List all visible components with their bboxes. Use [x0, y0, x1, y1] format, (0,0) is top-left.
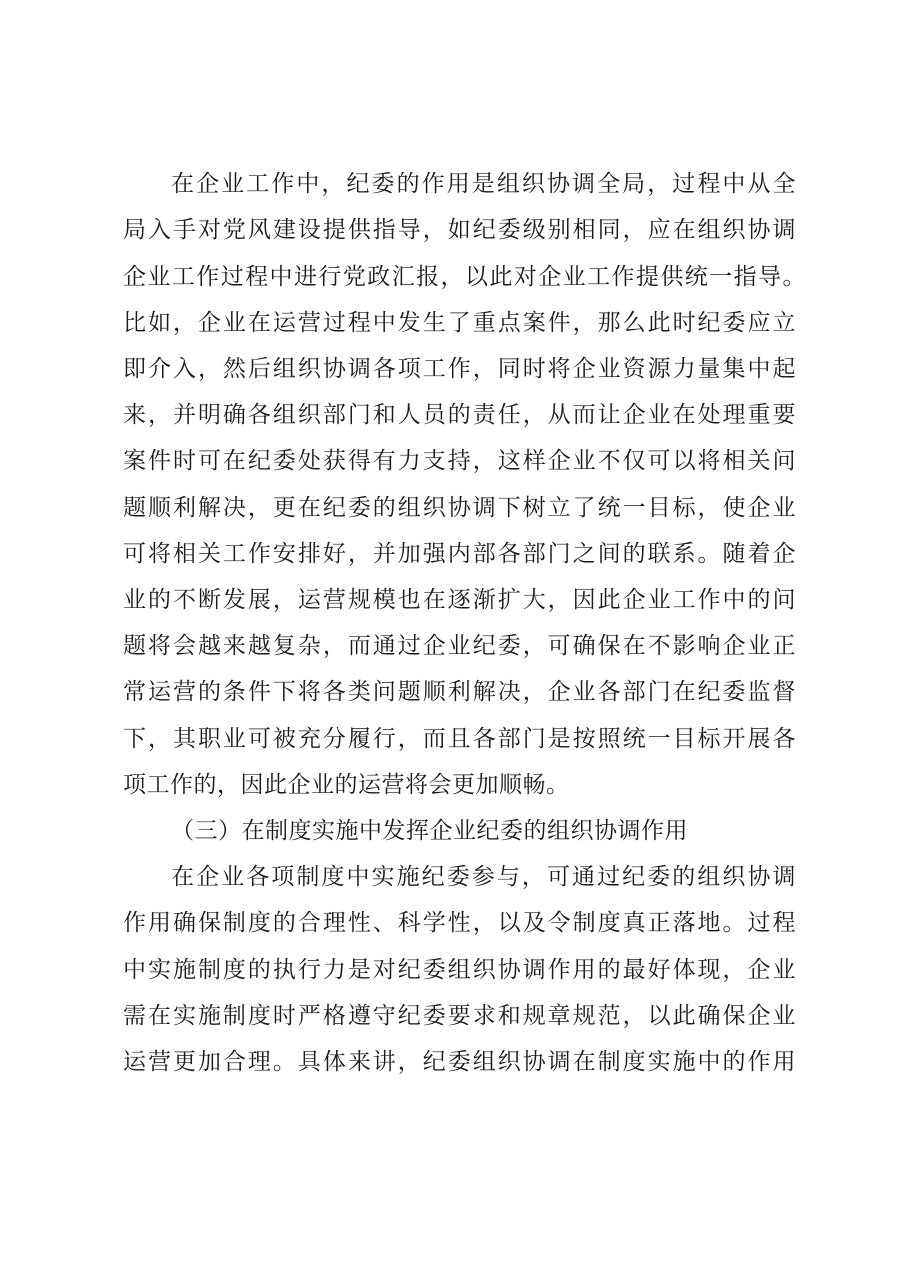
paragraph-1-line-3: 企业工作过程中进行党政汇报，以此对企业工作提供统一指导。 — [123, 264, 806, 290]
paragraph-1-line-13: 下，其职业可被充分履行，而且各部门是按照统一目标开展各 — [123, 726, 796, 752]
paragraph-1-line-11: 题将会越来越复杂，而通过企业纪委，可确保在不影响企业正 — [123, 633, 796, 659]
paragraph-1-line-9: 可将相关工作安排好，并加强内部各部门之间的联系。随着企 — [123, 541, 796, 567]
section-heading: （三）在制度实施中发挥企业纪委的组织协调作用 — [171, 818, 688, 844]
paragraph-1-line-1: 在企业工作中，纪委的作用是组织协调全局，过程中从全 — [171, 171, 796, 197]
paragraph-2-line-3: 中实施制度的执行力是对纪委组织协调作用的最好体现，企业 — [123, 957, 796, 983]
paragraph-2-line-2: 作用确保制度的合理性、科学性，以及令制度真正落地。过程 — [123, 910, 796, 936]
paragraph-1-line-12: 常运营的条件下将各类问题顺利解决，企业各部门在纪委监督 — [123, 679, 796, 705]
paragraph-1-line-6: 来，并明确各组织部门和人员的责任，从而让企业在处理重要 — [123, 402, 796, 428]
paragraph-1-line-4: 比如，企业在运营过程中发生了重点案件，那么此时纪委应立 — [123, 310, 796, 336]
paragraph-2-line-4: 需在实施制度时严格遵守纪委要求和规章规范，以此确保企业 — [123, 1003, 796, 1029]
paragraph-1-line-2: 局入手对党风建设提供指导，如纪委级别相同，应在组织协调 — [123, 217, 796, 243]
paragraph-1-line-14: 项工作的，因此企业的运营将会更加顺畅。 — [123, 772, 570, 798]
paragraph-2-line-1: 在企业各项制度中实施纪委参与，可通过纪委的组织协调 — [171, 864, 796, 890]
paragraph-1-line-10: 业的不断发展，运营规模也在逐渐扩大，因此企业工作中的问 — [123, 587, 796, 613]
paragraph-1-line-8: 题顺利解决，更在纪委的组织协调下树立了统一目标，使企业 — [123, 495, 796, 521]
paragraph-1-line-5: 即介入，然后组织协调各项工作，同时将企业资源力量集中起 — [123, 356, 796, 382]
paragraph-1-line-7: 案件时可在纪委处获得有力支持，这样企业不仅可以将相关问 — [123, 448, 796, 474]
paragraph-2-line-5: 运营更加合理。具体来讲，纪委组织协调在制度实施中的作用 — [123, 1049, 796, 1075]
